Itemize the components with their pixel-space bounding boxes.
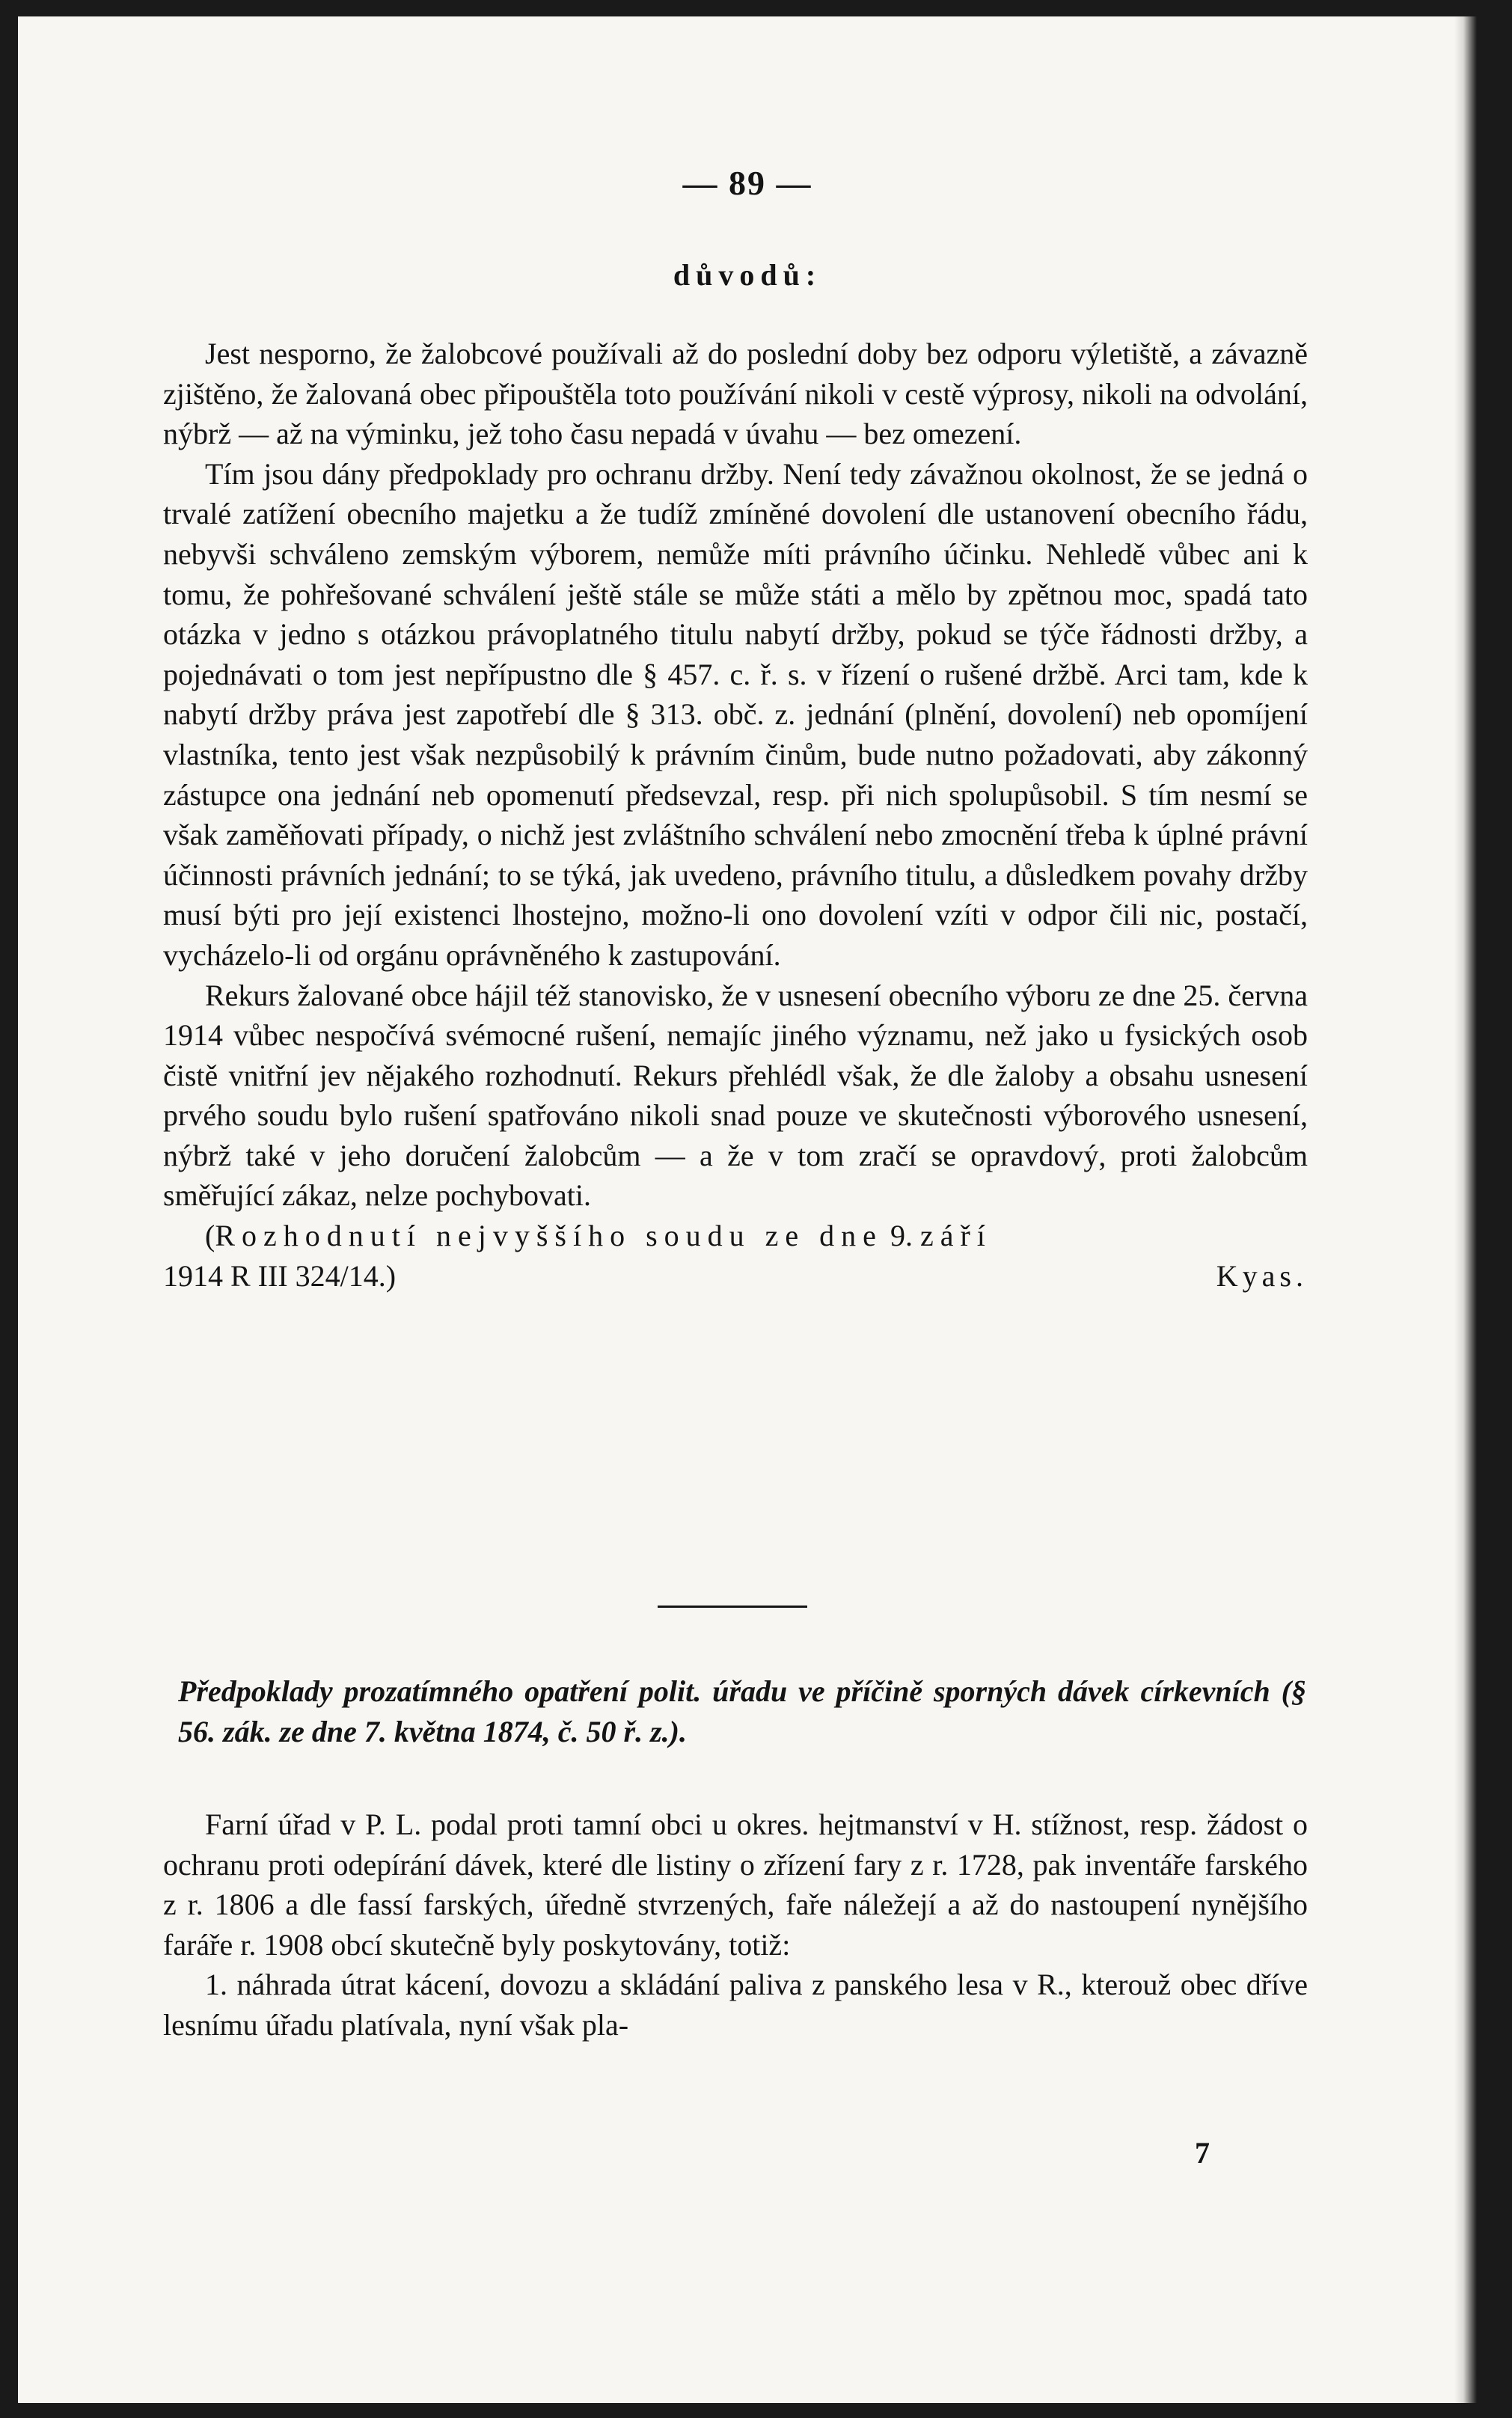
page-number: — 89 — <box>682 164 812 202</box>
decision-day: 9. <box>882 1219 920 1253</box>
decision-month: září <box>919 1219 992 1253</box>
second-case-body <box>163 1805 1308 2045</box>
decision-signoff <box>163 1256 1308 1297</box>
paragraph: Farní úřad v P. L. podal proti tamní obci u okres. hejtmanství v H. stížnost, resp. žádost o ochranu proti odepírání dávek, které dle listiny o zřízení fary z r. 1728, pak inventáře farského z r. 1806 a dle fassí farských, úředně stvrzených, faře náležejí a až do nastoupení nynějšího faráře r. 1908 obcí skutečně byly poskytovány, totiž: <box>163 1808 1308 1962</box>
section-divider <box>658 1606 807 1608</box>
case-number: 1914 R III 324/14.) <box>163 1258 397 1293</box>
section-heading: důvodů: <box>673 258 822 292</box>
reasoning-body <box>163 334 1308 1296</box>
case-title: Předpoklady prozatímného opatření polit. úřadu ve příčině sporných dávek církevních (§ 56. zák. ze dne 7. května 1874, č. 50 ř. z.). <box>178 1674 1306 1748</box>
paragraph: 1. náhrada útrat kácení, dovozu a skládání paliva z panského lesa v R., kterouž obec dříve lesnímu úřadu platívala, nyní však pla- <box>163 1968 1308 2042</box>
paragraph: Tím jsou dány předpoklady pro ochranu držby. Není tedy závažnou okolnost, že se jedná o trvalé zatížení obecního majetku a že tudíž zmíněné dovolení dle ustanovení obecního řádu, nebyvši schváleno zemským výborem, nemůže míti právního účinku. Nehledě vůbec ani k tomu, že pohřešované schválení ještě stále se může státi a mělo by zpětnou moc, spadá tato otázka v jedno s otázkou právoplatného titulu nabytí držby, pokud se týče řádnosti držby, a pojednávati o tom jest nepřípustno dle § 457. c. ř. s. v řízení o rušené držbě. Arci tam, kde k nabytí držby práva jest zapotřebí dle § 313. obč. z. jednání (plnění, dovolení) neb opomíjení vlastníka, tento jest však nezpůsobilý k právním činům, bude nutno požadovati, aby zákonný zástupce ona jednání neb opomenutí předsevzal, resp. při nich spolupůsobil. S tím nesmí se však zaměňovati případy, o nichž jest zvláštního schválení nebo zmocnění třeba k úplné právní účinnosti právních jednání; to se týká, jak uvedeno, právního titulu, a důsledkem povahy držby musí býti pro její existenci lhostejno, možno-li ono dovolení vzíti v odpor čili nic, postačí, vycházelo-li od orgánu oprávněného k zastupování. <box>163 456 1308 972</box>
decision-court-text: Rozhodnutí nejvyššího soudu ze dne <box>215 1219 883 1253</box>
judge-name: Kyas. <box>1216 1258 1308 1293</box>
scanned-page <box>18 16 1477 2403</box>
decision-open: ( <box>205 1219 215 1253</box>
decision-reference <box>163 1216 1308 1256</box>
signature-mark: 7 <box>1195 2136 1210 2170</box>
paragraph: Jest nesporno, že žalobcové používali až do poslední doby bez odporu výletiště, a závazně zjištěno, že žalovaná obec připouštěla toto používání nikoli v cestě výprosy, nikoli na odvolání, nýbrž — až na výminku, jež toho času nepadá v úvahu — bez omezení. <box>163 337 1308 451</box>
scan-edge-shadow <box>1454 16 1477 2403</box>
paragraph: Rekurs žalované obce hájil též stanovisko, že v usnesení obecního výboru ze dne 25. června 1914 vůbec nespočívá svémocné rušení, nemajíc jiného významu, než jako u fysických osob čistě vnitřní jev nějakého rozhodnutí. Rekurs přehlédl však, že dle žaloby a obsahu usnesení prvého soudu bylo rušení spatřováno nikoli snad pouze ve skutečnosti výborového usnesení, nýbrž také v jeho doručení žalobcům — a že v tom zračí se opravdový, proti žalobcům směřující zákaz, nelze pochybovati. <box>163 978 1308 1213</box>
